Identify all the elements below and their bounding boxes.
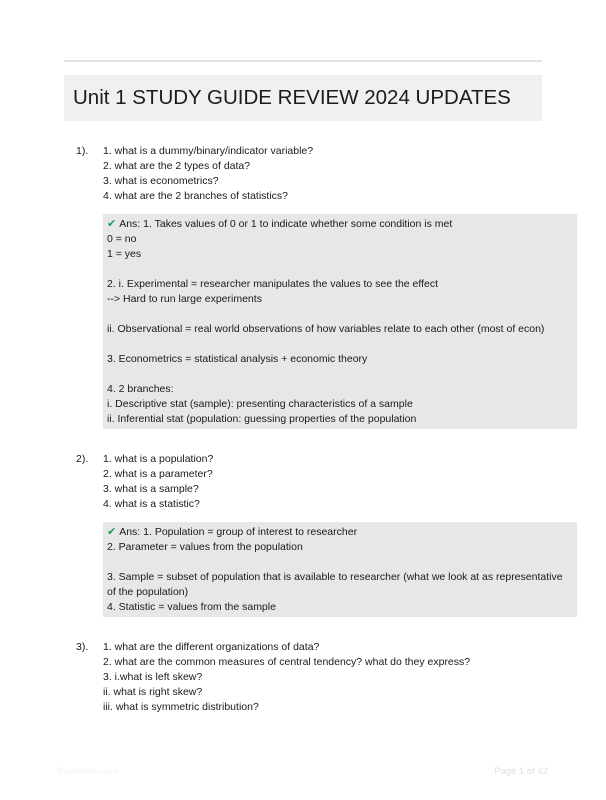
answer-line xyxy=(107,367,573,382)
answer-box xyxy=(103,522,577,617)
answer-box xyxy=(103,214,577,429)
question-item: 3. what is a sample? xyxy=(103,483,199,495)
question-item: 2. what are the 2 types of data? xyxy=(103,160,251,172)
answer-line: i. Descriptive stat (sample): presenting characteristics of a sample xyxy=(107,398,413,410)
page-title: Unit 1 STUDY GUIDE REVIEW 2024 UPDATES xyxy=(73,86,511,109)
question-item: 4. what are the 2 branches of statistics? xyxy=(103,190,289,202)
top-divider xyxy=(64,60,542,62)
answer-line: 4. Statistic = values from the sample xyxy=(107,601,276,613)
check-icon: ✔ xyxy=(107,218,117,230)
answer-line: Ans: 1. Population = group of interest to researcher xyxy=(119,526,358,538)
check-icon: ✔ xyxy=(107,526,117,538)
question-list xyxy=(103,452,213,512)
answer-line: ii. Observational = real world observations of how variables relate to each other (most of econ) xyxy=(107,323,545,335)
answer-line: 3. Econometrics = statistical analysis + economic theory xyxy=(107,353,368,365)
question-item: 4. what is a statistic? xyxy=(103,498,200,510)
title-banner xyxy=(64,75,542,121)
question-item: 1. what is a dummy/binary/indicator variable? xyxy=(103,145,314,157)
question-item: 1. what are the different organizations of data? xyxy=(103,641,320,653)
answer-line xyxy=(107,262,573,277)
question-number: 2). xyxy=(76,453,89,465)
answer-line xyxy=(107,307,573,322)
question-item: 2. what are the common measures of central tendency? what do they express? xyxy=(103,656,471,668)
answer-line: --> Hard to run large experiments xyxy=(107,293,262,305)
answer-line: 0 = no xyxy=(107,233,137,245)
question-number: 1). xyxy=(76,145,89,157)
question-item: ii. what is right skew? xyxy=(103,686,203,698)
question-item: 3. what is econometrics? xyxy=(103,175,219,187)
answer-line: 1 = yes xyxy=(107,248,142,260)
question-item: iii. what is symmetric distribution? xyxy=(103,701,259,713)
question-number: 3). xyxy=(76,641,89,653)
question-list xyxy=(103,640,470,715)
answer-line: 4. 2 branches: xyxy=(107,383,174,395)
question-item: 3. i.what is left skew? xyxy=(103,671,203,683)
footer-watermark: Papersbe.com xyxy=(57,766,119,777)
answer-line: 2. i. Experimental = researcher manipulates the values to see the effect xyxy=(107,278,439,290)
page-number: Page 1 of 42 xyxy=(494,766,548,777)
answer-line: 3. Sample = subset of population that is available to researcher (what we look at as representative of the population) xyxy=(107,571,563,598)
answer-line xyxy=(107,337,573,352)
answer-line: Ans: 1. Takes values of 0 or 1 to indicate whether some condition is met xyxy=(119,218,453,230)
answer-line xyxy=(107,555,573,570)
question-list xyxy=(103,144,313,204)
answer-line: ii. Inferential stat (population: guessing properties of the population xyxy=(107,413,417,425)
question-item: 2. what is a parameter? xyxy=(103,468,213,480)
question-item: 1. what is a population? xyxy=(103,453,214,465)
answer-line: 2. Parameter = values from the population xyxy=(107,541,303,553)
